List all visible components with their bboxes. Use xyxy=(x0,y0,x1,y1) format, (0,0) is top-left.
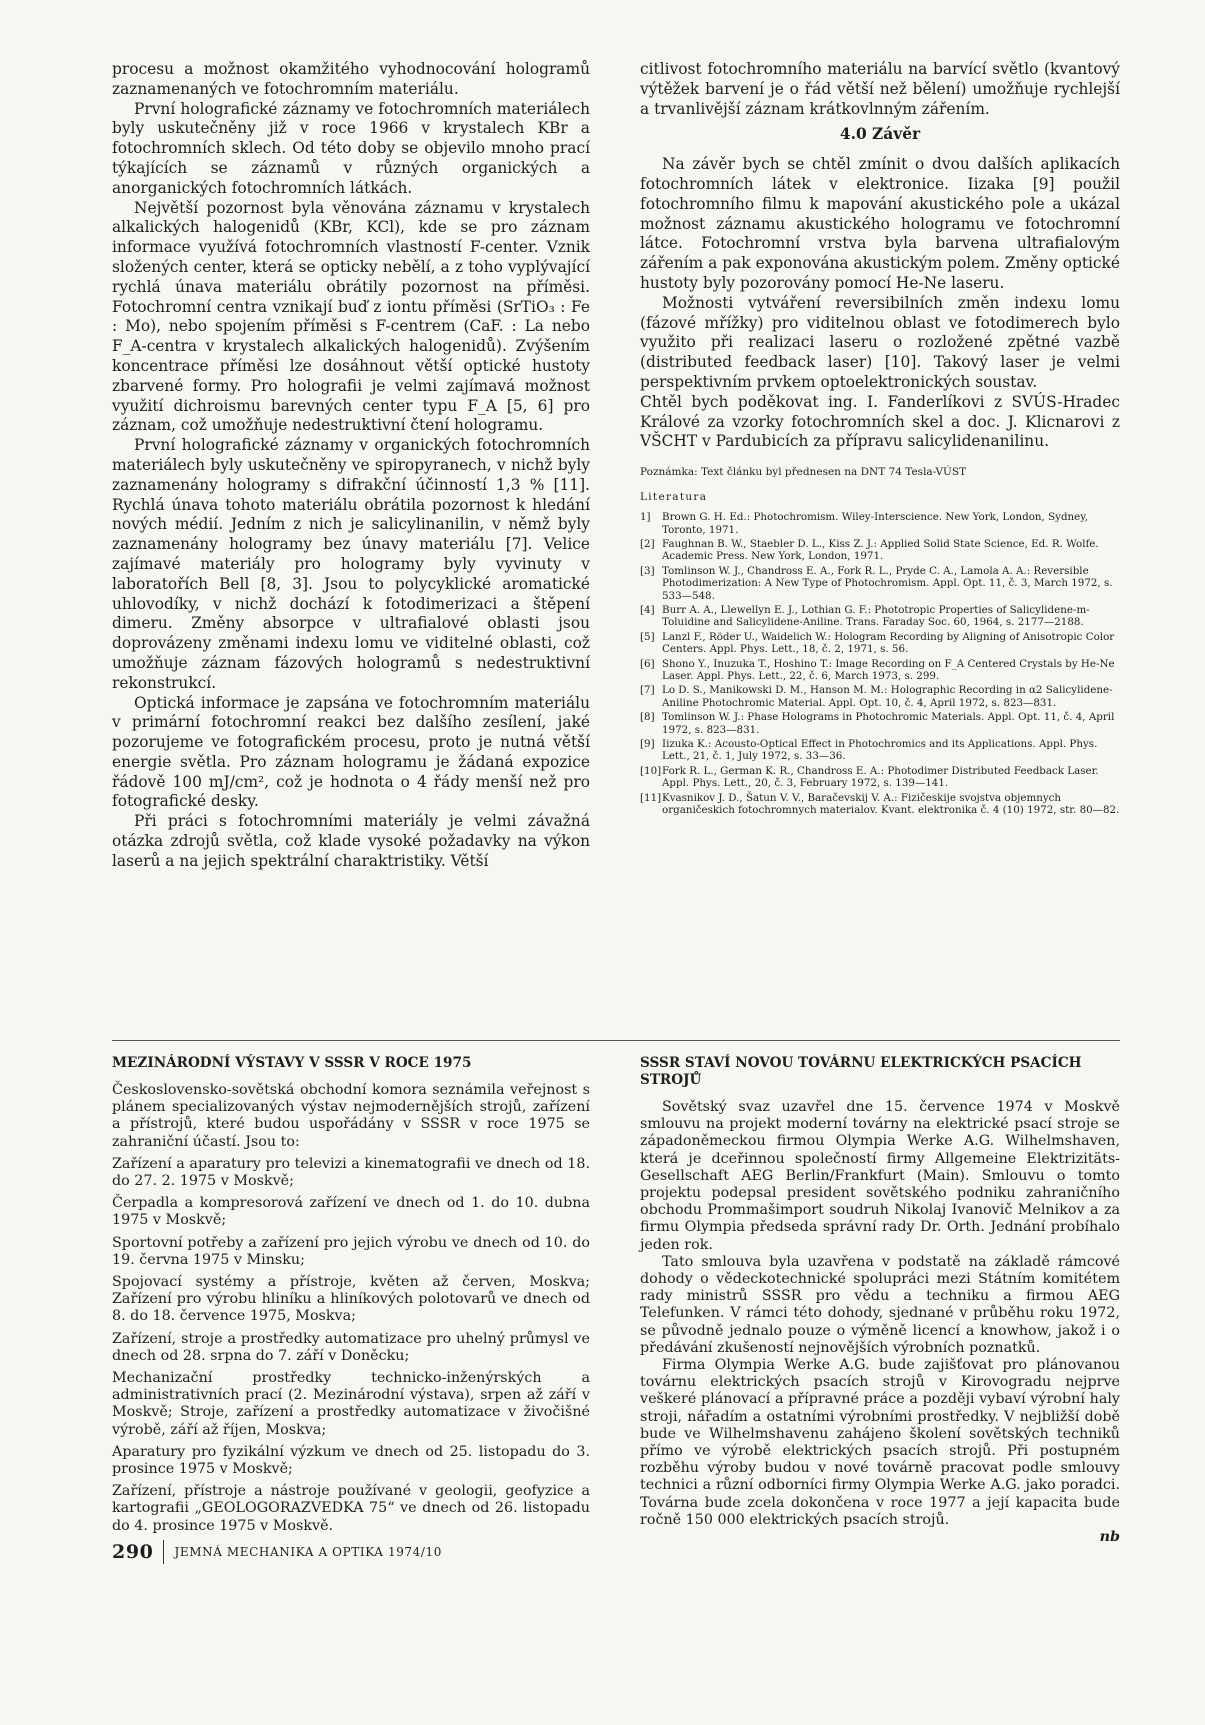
reference-text: Brown G. H. Ed.: Photochromism. Wiley-Interscience. New York, London, Sydney, Toronto, 1971. xyxy=(662,511,1088,536)
reference-text: Fork R. L., German K. R., Chandross E. A.: Photodimer Distributed Feedback Laser. Appl. Phys. Lett., 20, č. 3, February 1972, s. 139—141. xyxy=(662,764,1099,790)
reference-text: Tomlinson W. J., Chandross E. A., Fork R. L., Pryde C. A., Lamola A. A.: Reversible Photodimerization: A New Type of Photochromism. Appl. Opt. 11, č. 3, March 1972, s. 533—548. xyxy=(662,564,1113,602)
reference-number: 1] xyxy=(640,511,651,524)
references-list xyxy=(640,511,1120,816)
paragraph: Firma Olympia Werke A.G. bude zajišťovat pro plánovanou továrnu elektrických psacích strojů v Kirovogradu nejprve veškeré plánovací a přípravné práce a později vybaví výrobní haly stroji, nářadím a ostatními výrobními prostředky. V nejbližší době bude ve Wilhelmshavenu zahájeno školení sovětských techniků přímo ve výrobě elektrických psacích strojů. Při postupném rozběhu výroby budou v nové továrně pracovat podle smlouvy technici a různí odborníci firmy Olympia Werke A.G. jako poradci. Továrna bude zcela dokončena v roce 1977 a její kapacita bude ročně 150 000 elektrických psacích strojů. xyxy=(640,1357,1120,1528)
reference-item xyxy=(640,565,1120,602)
reference-number: [7] xyxy=(640,684,655,697)
list-item: Sportovní potřeby a zařízení pro jejich výrobu ve dnech od 10. do 19. června 1975 v Minsku; xyxy=(112,1234,590,1268)
author-signature: nb xyxy=(1099,1529,1120,1546)
reference-item xyxy=(640,792,1120,817)
reference-text: Shono Y., Inuzuka T., Hoshino T.: Image Recording on F_A Centered Crystals by He-Ne Laser. Appl. Phys. Lett., 22, č. 6, March 1973, s. 299. xyxy=(662,657,1115,683)
article-right-column xyxy=(640,60,1120,818)
reference-item xyxy=(640,684,1120,709)
reference-number: [11] xyxy=(640,791,662,804)
reference-text: Kvasnikov J. D., Šatun V. V., Baračevskij V. A.: Fizičeskije svojstva objemnych organičeskich fotochromnych materialov. Kvant. elektronika č. 4 (10) 1972, str. 80—82. xyxy=(662,791,1120,817)
reference-text: Faughnan B. W., Staebler D. L., Kiss Z. J.: Applied Solid State Science, Ed. R. Wolfe. Academic Press. New York, London, 1971. xyxy=(662,537,1099,563)
references-heading: Literatura xyxy=(640,491,708,504)
reference-text: Lanzl F., Röder U., Waidelich W.: Hologram Recording by Aligning of Anisotropic Color Centers. Appl. Phys. Lett., 18, č. 2, 1971, s. 56. xyxy=(662,630,1115,656)
reference-number: [4] xyxy=(640,603,655,616)
reference-text: Iizuka K.: Acousto-Optical Effect in Photochromics and its Applications. Appl. Phys. Lett., 21, č. 1, July 1972, s. 33—36. xyxy=(662,738,1098,763)
paragraph: První holografické záznamy ve fotochromních materiálech byly uskutečněny již v roce 1966 v krystalech KBr a fotochromních sklech. Od této doby se objevilo mnoho prací týkajících se záznamů v různých organických a anorganických fotochromních látkách. xyxy=(112,99,590,197)
footnote: Poznámka: Text článku byl přednesen na DNT 74 Tesla-VÚST xyxy=(640,466,967,479)
footer-separator xyxy=(163,1540,164,1564)
reference-item xyxy=(640,738,1120,763)
reference-item xyxy=(640,765,1120,790)
paragraph: Největší pozornost byla věnována záznamu v krystalech alkalických halogenidů (KBr, KCl), kde se pro záznam informace využívá fotochromních vlastností F-center. Vznik složených center, která se opticky nebělí, a z toho vyplývající rychlá únava materiálu obrátily pozornost na příměsi. Fotochromní centra vznikají buď z iontu příměsi (SrTiO₃ : Fe : Mo), nebo spojením příměsi s F-centrem (CaF. : La nebo F_A-centra v krystalech alkalických halogenidů). Zvýšením koncentrace příměsi lze dosáhnout větší optické hustoty zbarvené formy. Pro holografii je velmi zajímavá možnost využití dichroismu barevných center typu F_A [5, 6] pro záznam, což umožňuje nedestruktivní čtení hologramu. xyxy=(112,198,590,435)
reference-number: [3] xyxy=(640,564,655,577)
list-item: Zařízení, přístroje a nástroje používané v geologii, geofyzice a kartografii „GEOLOGORAZVEDKA 75“ ve dnech od 26. listopadu do 4. prosince 1975 v Moskvě. xyxy=(112,1483,590,1534)
paragraph: Československo-sovětská obchodní komora seznámila veřejnost s plánem specializovaných výstav nejmodernějších strojů, zařízení a přístrojů, které budou uspořádány v SSSR v roce 1975 se zahraniční účastí. Jsou to: xyxy=(112,1082,590,1150)
reference-text: Lo D. S., Manikowski D. M., Hanson M. M.: Holographic Recording in α2 Salicylidene-Aniline Photochromic Material. Appl. Opt. 10, č. 4, April 1972, s. 823—831. xyxy=(662,684,1113,709)
paragraph: Možnosti vytváření reversibilních změn indexu lomu (fázové mřížky) pro viditelnou oblast ve fotodimerech bylo využito při realizaci laseru o rozložené zpětné vazbě (distributed feedback laser) [10]. Takový laser je velmi perspektivním prvkem optoelektronických soustav. xyxy=(640,293,1120,391)
reference-number: [10] xyxy=(640,764,662,777)
list-item: Aparatury pro fyzikální výzkum ve dnech od 25. listopadu do 3. prosince 1975 v Moskvě; xyxy=(112,1443,590,1478)
list-item: Spojovací systémy a přístroje, květen až červen, Moskva; Zařízení pro výrobu hliníku a hliníkových polotovarů ve dnech od 8. do 18. července 1975, Moskva; xyxy=(112,1274,590,1325)
paragraph: citlivost fotochromního materiálu na barvící světlo (kvantový výtěžek barvení je o řád větší než bělení) umožňuje rychlejší a trvanlivější záznam krátkovlnným zářením. xyxy=(640,60,1120,118)
reference-item xyxy=(640,631,1120,656)
reference-number: [9] xyxy=(640,738,655,751)
reference-number: [2] xyxy=(640,537,655,550)
reference-item xyxy=(640,711,1120,736)
news-exhibitions xyxy=(112,1055,590,1540)
reference-item xyxy=(640,658,1120,683)
page-footer xyxy=(112,1540,442,1564)
list-item: Čerpadla a kompresorová zařízení ve dnech od 1. do 10. dubna 1975 v Moskvě; xyxy=(112,1195,590,1229)
page-number: 290 xyxy=(112,1541,154,1563)
section-divider xyxy=(112,1040,1120,1041)
paragraph: Chtěl bych poděkovat ing. I. Fanderlíkovi z SVÚS-Hradec Králové za vzorky fotochromních skel a doc. J. Klicnarovi z VŠCHT v Pardubicích za přípravu salicylidenanilinu. xyxy=(640,392,1120,451)
reference-number: [5] xyxy=(640,630,655,643)
list-item: Zařízení, stroje a prostředky automatizace pro uhelný průmysl ve dnech od 28. srpna do 7. září v Doněcku; xyxy=(112,1330,590,1364)
article-title: MEZINÁRODNÍ VÝSTAVY V SSSR V ROCE 1975 xyxy=(112,1055,472,1071)
news-typewriter-factory xyxy=(640,1055,1120,1546)
section-heading: 4.0 Závěr xyxy=(839,125,921,144)
reference-number: [8] xyxy=(640,711,655,724)
reference-item xyxy=(640,511,1120,536)
article-left-column xyxy=(112,60,590,872)
paragraph: Tato smlouva byla uzavřena v podstatě na základě rámcové dohody o vědeckotechnické spolupráci mezi Státním komitétem rady ministrů SSSR pro vědu a techniku a firmou AEG Telefunken. V rámci této dohody, sjednané v průběhu roku 1972, se původně jednalo pouze o výměně licencí a knowhow, jakož i o předávání zkušeností nejnovějších výrobních poznatků. xyxy=(640,1253,1120,1356)
paragraph: Při práci s fotochromními materiály je velmi závažná otázka zdrojů světla, což klade vysoké požadavky na výkon laserů a na jejich spektrální charaktristiky. Větší xyxy=(112,812,590,870)
list-item: Mechanizační prostředky technicko-inženýrských a administrativních prací (2. Mezinárodní výstava), srpen až září v Moskvě; Stroje, zařízení a prostředky automatizace v živočišné výrobě, září až říjen, Moskva; xyxy=(112,1370,590,1438)
article-title: SSSR STAVÍ NOVOU TOVÁRNU ELEKTRICKÝCH PSACÍCH STROJŮ xyxy=(640,1055,1082,1088)
reference-number: [6] xyxy=(640,657,655,670)
reference-text: Burr A. A., Llewellyn E. J., Lothian G. F.: Phototropic Properties of Salicylidene-m-Toluidine and Salicylidene-Aniline. Trans. Faraday Soc. 60, 1964, s. 2177—2188. xyxy=(662,603,1090,629)
reference-text: Tomlinson W. J.: Phase Holograms in Photochromic Materials. Appl. Opt. 11, č. 4, April 1972, s. 823—831. xyxy=(662,711,1115,736)
reference-item xyxy=(640,604,1120,629)
paragraph: procesu a možnost okamžitého vyhodnocování hologramů zaznamenaných ve fotochromním materiálu. xyxy=(112,60,590,98)
paragraph: Sovětský svaz uzavřel dne 15. července 1974 v Moskvě smlouvu na projekt moderní továrny na elektrické psací stroje se západoněmeckou firmou Olympia Werke A.G. Wilhelmshaven, která je dceřinnou společností firmy Allgemeine Elektrizitäts-Gesellschaft AEG Berlin/Frankfurt (Main). Smlouvu o tomto projektu podepsal president sovětského podniku zahraničního obchodu Prommašimport soudruh Nikolaj Ivanovič Melnikov a za firmu Olympia předseda správní rady Dr. Orth. Jednání probíhalo jeden rok. xyxy=(640,1099,1120,1253)
list-item: Zařízení a aparatury pro televizi a kinematografii ve dnech od 18. do 27. 2. 1975 v Moskvě; xyxy=(112,1155,590,1190)
paragraph: První holografické záznamy v organických fotochromních materiálech byly uskutečněny ve spiropyranech, v nichž byly zaznamenány hologramy s difrakční účinností 1,3 % [11]. Rychlá únava tohoto materiálu obrátila pozornost k hledání nových médií. Jedním z nich je salicylinanilin, v němž byly zaznamenány hologramy bez únavy materiálu [7]. Velice zajímavé materiály pro hologramy byly vyvinuty v laboratořích Bell [8, 3]. Jsou to polycyklické aromatické uhlovodíky, v nichž dochází k fotodimerizaci a štěpení dimeru. Změny absorpce v ultrafialové oblasti jsou doprovázeny změnami indexu lomu ve viditelné oblasti, což umožňuje záznam fázových hologramů s nedestruktivní rekonstrukcí. xyxy=(112,436,590,692)
reference-item xyxy=(640,538,1120,563)
journal-name: JEMNÁ MECHANIKA A OPTIKA 1974/10 xyxy=(174,1545,443,1559)
paragraph: Optická informace je zapsána ve fotochromním materiálu v primární fotochromní reakci bez dalšího zesílení, jaké pozorujeme ve fotografickém procesu, proto je nutná větší energie světla. Pro záznam hologramu je žádaná expozice řádově 100 mJ/cm², což je hodnota o 4 řády menší než pro fotografické desky. xyxy=(112,693,590,811)
paragraph: Na závěr bych se chtěl zmínit o dvou dalších aplikacích fotochromních látek v elektronice. Iizaka [9] použil fotochromního filmu k mapování akustického pole a ukázal možnost záznamu akustického hologramu ve fotochromní látce. Fotochromní vrstva byla barvena ultrafialovým zářením a pak exponována akustickým polem. Změny optické hustoty byly pozorovány pomocí He-Ne laseru. xyxy=(640,155,1120,292)
